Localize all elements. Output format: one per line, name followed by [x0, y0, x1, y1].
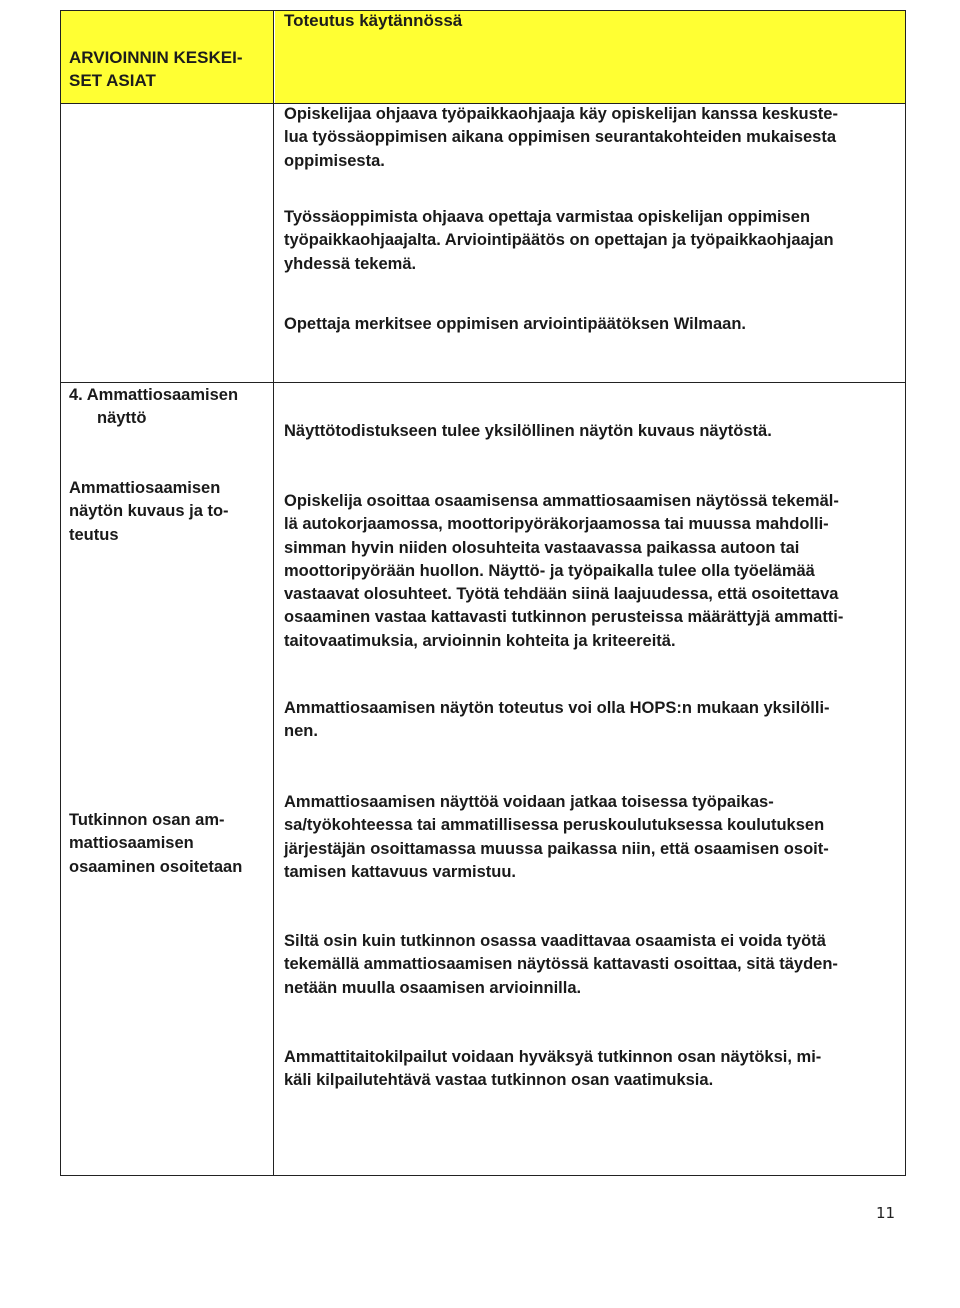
- label-line: näyttö: [97, 409, 147, 428]
- text-line: nen.: [284, 722, 318, 741]
- label-line: 4. Ammattiosaamisen: [69, 386, 239, 404]
- text-line: Ammattiosaamisen näytön toteutus voi olla HOPS:n mukaan yksilölli-: [284, 699, 830, 717]
- text-line: käli kilpailutehtävä vastaa tutkinnon osan vaatimuksia.: [284, 1071, 714, 1090]
- text-line: Työssäoppimista ohjaava opettaja varmistaa opiskelijan oppimisen: [284, 208, 811, 226]
- section3-paragraph-1: [284, 791, 829, 884]
- section2-label-2: [69, 477, 229, 547]
- text-line: lua työssäoppimisen aikana oppimisen seurantakohteiden mukaisesta: [284, 128, 837, 147]
- text-line: Opiskelijaa ohjaava työpaikkaohjaaja käy opiskelijan kanssa keskuste-: [284, 105, 838, 123]
- header-left-title: [69, 46, 243, 93]
- label-line: osaaminen osoitetaan: [69, 857, 243, 876]
- header-right-title: Toteutus käytännössä: [284, 11, 463, 30]
- text-line: Ammattiosaamisen näyttöä voidaan jatkaa toisessa työpaikas-: [284, 793, 774, 811]
- label-line: näytön kuvaus ja to-: [69, 502, 229, 521]
- label-line: Ammattiosaamisen: [69, 479, 221, 497]
- text-line: työpaikkaohjaajalta. Arviointipäätös on opettajan ja työpaikkaohjaajan: [284, 231, 834, 250]
- text-line: Siltä osin kuin tutkinnon osassa vaadittavaa osaamista ei voida työtä: [284, 932, 826, 950]
- row-divider: [60, 382, 906, 383]
- text-line: sa/työkohteessa tai ammatillisessa peruskoulutuksessa koulutuksen: [284, 816, 825, 835]
- section2-text: Näyttötodistukseen tulee yksilöllinen näytön kuvaus näytöstä.: [284, 422, 772, 440]
- column-divider: [273, 10, 274, 1176]
- text-line: osaaminen vastaa kattavasti tutkinnon perusteissa määrättyjä ammatti-: [284, 608, 844, 627]
- text-line: taitovaatimuksia, arvioinnin kohteita ja kriteereitä.: [284, 631, 676, 650]
- section2-label: [69, 384, 238, 431]
- header-left-line: SET ASIAT: [69, 71, 156, 91]
- text-line: vastaavat olosuhteet. Työtä tehdään siinä laajuudessa, että osoitettava: [284, 585, 839, 604]
- text-line: simman hyvin niiden olosuhteita vastaavassa paikassa autoon tai: [284, 538, 800, 557]
- section1-paragraph-1: [284, 103, 838, 173]
- header-left-line: ARVIOINNIN KESKEI-: [69, 48, 243, 67]
- text-line: tekemällä ammattiosaamisen näytössä kattavasti osoittaa, sitä täyden-: [284, 955, 838, 974]
- section3-paragraph-2: [284, 930, 838, 1000]
- section2-paragraph-2: [284, 697, 830, 744]
- section2-paragraph-1: [284, 490, 843, 653]
- text-line: Ammattitaitokilpailut voidaan hyväksyä tutkinnon osan näytöksi, mi-: [284, 1048, 822, 1066]
- text-line: tamisen kattavuus varmistuu.: [284, 862, 516, 881]
- text-line: oppimisesta.: [284, 151, 385, 170]
- page-number: 11: [876, 1204, 896, 1222]
- section3-paragraph-3: [284, 1046, 821, 1093]
- section1-paragraph-2: [284, 206, 834, 276]
- text-line: yhdessä tekemä.: [284, 254, 417, 273]
- section3-label: [69, 809, 242, 879]
- label-line: mattiosaamisen: [69, 834, 194, 853]
- text-line: Opiskelija osoittaa osaamisensa ammattiosaamisen näytössä tekemäl-: [284, 492, 839, 510]
- text-line: moottoripyörään huollon. Näyttö- ja työpaikalla tulee olla työelämää: [284, 561, 815, 580]
- text-line: lä autokorjaamossa, moottoripyöräkorjaamossa tai muussa mahdolli-: [284, 515, 829, 534]
- label-line: Tutkinnon osan am-: [69, 811, 225, 829]
- text-line: netään muulla osaamisen arvioinnilla.: [284, 978, 582, 997]
- label-line: teutus: [69, 525, 119, 544]
- section1-paragraph-3: Opettaja merkitsee oppimisen arviointipäätöksen Wilmaan.: [284, 315, 746, 333]
- text-line: järjestäjän osoittamassa muussa paikassa niin, että osaamisen osoit-: [284, 839, 829, 858]
